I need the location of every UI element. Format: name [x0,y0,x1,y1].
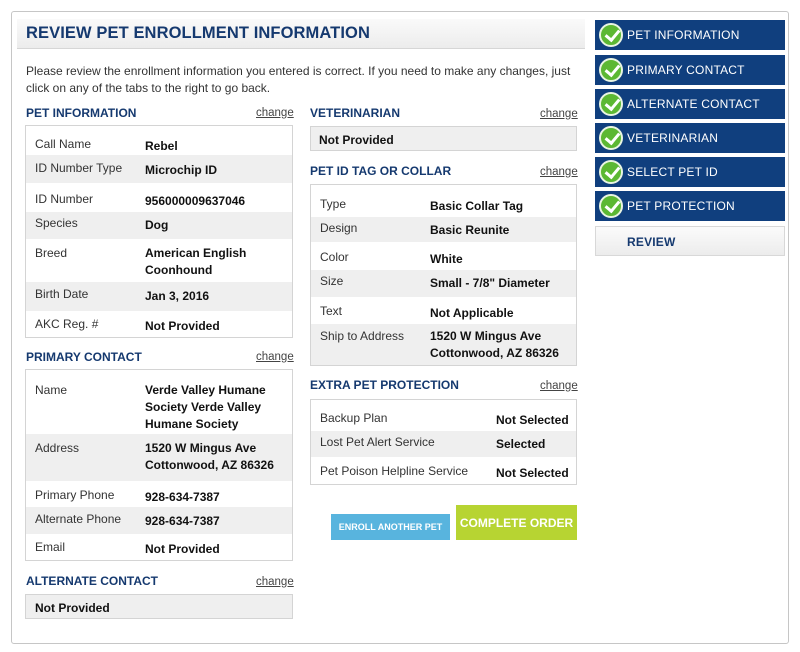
extra-protection-box [310,399,577,485]
tab-select-pet-id[interactable]: SELECT PET ID [595,157,785,187]
primary-contact-box [25,369,293,561]
contact-row-alternate-phone: Alternate Phone 928-634-7387 [26,507,292,534]
contact-row-primary-phone: Primary Phone 928-634-7387 [35,488,220,504]
tab-review[interactable]: REVIEW [595,226,785,256]
tab-pet-information[interactable]: PET INFORMATION [595,20,785,50]
primary-contact-title: PRIMARY CONTACT [26,350,142,364]
alternate-contact-box [25,594,293,619]
checkmark-icon [599,194,623,218]
veterinarian-row: Not Provided [319,133,394,147]
contact-row-name: Name Verde Valley Humane Society Verde Valley Humane Society [35,383,266,431]
tab-alternate-contact[interactable]: ALTERNATE CONTACT [595,89,785,119]
tag-row-type: Type Basic Collar Tag [320,197,524,213]
pet-id-tag-title: PET ID TAG OR COLLAR [310,164,452,178]
change-pet-information-link[interactable]: change [256,107,294,119]
pet-information-box [25,125,293,338]
tag-row-size: Size Small - 7/8" Diameter [311,270,576,297]
checkmark-icon [599,23,623,47]
change-extra-protection-link[interactable]: change [540,380,578,392]
checkmark-icon [599,58,623,82]
pet-row-breed: Breed American English Coonhound [35,246,247,277]
pet-information-title: PET INFORMATION [26,106,137,120]
tag-row-ship-to-address: Ship to Address 1520 W Mingus Ave Cottonwood, AZ 86326 [311,324,576,365]
protection-row-backup-plan: Backup Plan Not Selected [320,411,569,427]
pet-row-id-number-type: ID Number Type Microchip ID [26,155,292,183]
pet-row-akc-reg: AKC Reg. # Not Provided [35,317,220,333]
page-title: REVIEW PET ENROLLMENT INFORMATION [26,24,370,42]
tab-veterinarian[interactable]: VETERINARIAN [595,123,785,153]
alternate-contact-title: ALTERNATE CONTACT [26,574,158,588]
tag-row-design: Design Basic Reunite [311,217,576,242]
checkmark-icon [599,126,623,150]
tag-row-color: Color White [320,250,463,266]
pet-row-id-number: ID Number 956000009637046 [35,192,246,208]
checkmark-icon [599,92,623,116]
contact-row-address: Address 1520 W Mingus Ave Cottonwood, AZ 86326 [26,434,292,481]
change-primary-contact-link[interactable]: change [256,351,294,363]
pet-row-species: Species Dog [26,212,292,239]
change-alternate-contact-link[interactable]: change [256,576,294,588]
checkmark-icon [599,160,623,184]
page-header [17,19,585,49]
contact-row-email: Email Not Provided [35,540,220,556]
complete-order-button[interactable]: COMPLETE ORDER [456,505,577,540]
intro-text: Please review the enrollment information you entered is correct. If you need to make any changes, just click on any of the tabs to the right to go back. [26,64,571,95]
protection-row-lost-pet-alert: Lost Pet Alert Service Selected [311,431,576,457]
enroll-another-pet-button[interactable]: ENROLL ANOTHER PET [331,514,450,540]
extra-protection-title: EXTRA PET PROTECTION [310,378,459,392]
pet-row-call-name: Call Name Rebel [35,137,178,153]
veterinarian-title: VETERINARIAN [310,106,401,120]
veterinarian-box [310,126,577,151]
change-pet-id-tag-link[interactable]: change [540,166,578,178]
tab-pet-protection[interactable]: PET PROTECTION [595,191,785,221]
tab-primary-contact[interactable]: PRIMARY CONTACT [595,55,785,85]
pet-id-tag-box [310,184,577,366]
change-veterinarian-link[interactable]: change [540,108,578,120]
tag-row-text: Text Not Applicable [320,304,514,320]
pet-row-birth-date: Birth Date Jan 3, 2016 [26,282,292,311]
protection-row-pet-poison-helpline: Pet Poison Helpline Service Not Selected [320,464,569,480]
alternate-contact-row: Not Provided [35,601,110,615]
